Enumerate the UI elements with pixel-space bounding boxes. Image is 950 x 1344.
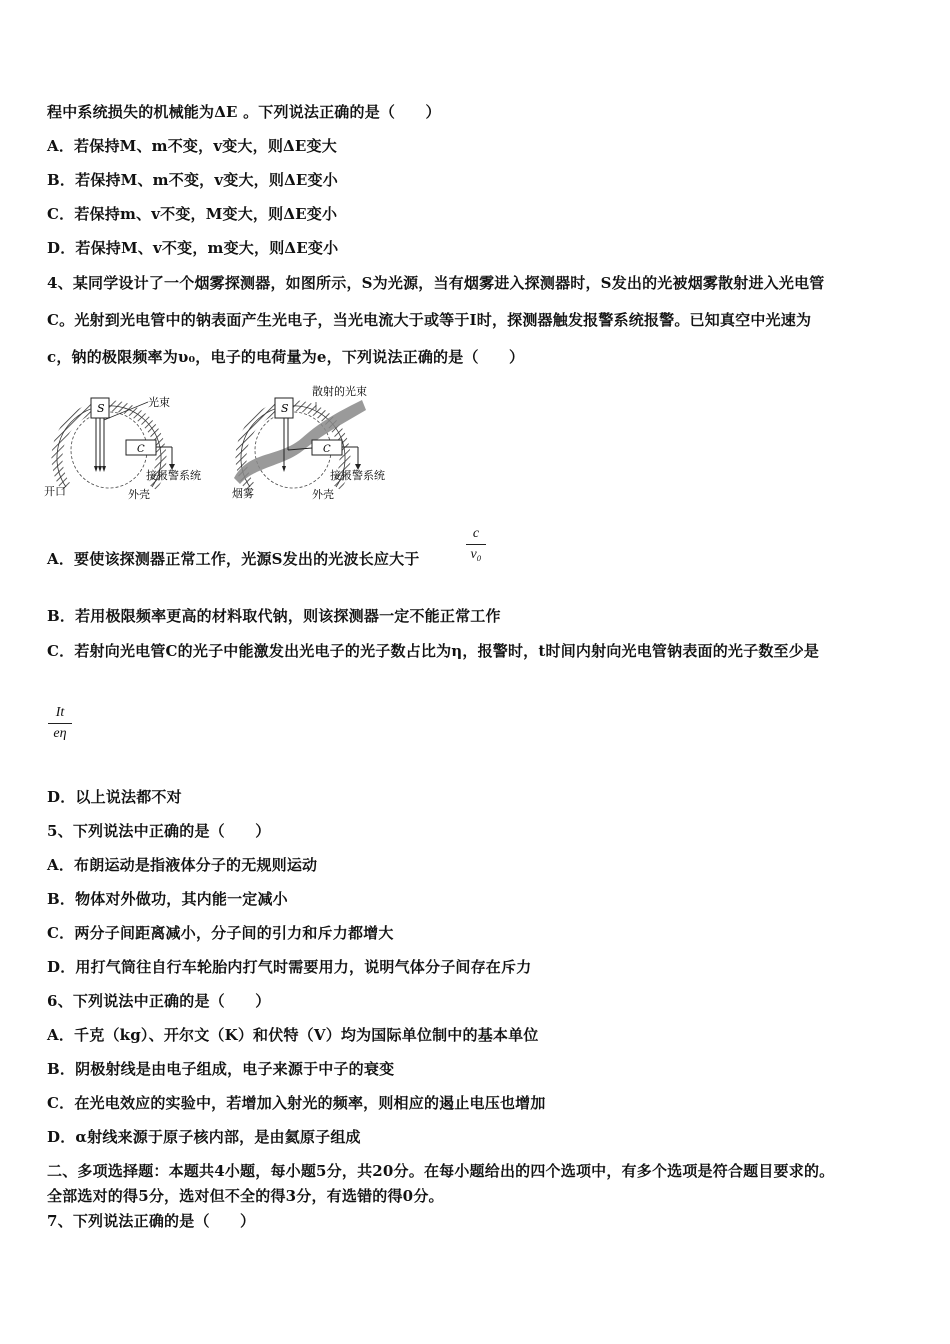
question-7-stem: 7、下列说法正确的是（ ） <box>47 1212 256 1230</box>
fraction-denominator: eη <box>53 726 67 741</box>
detector-left <box>44 395 201 501</box>
fraction-it-over-eeta <box>47 703 73 744</box>
option-a: A．若保持M、m不变，v变大，则ΔE变大 <box>47 137 337 155</box>
option-c: C．若保持m、v不变，M变大，则ΔE变小 <box>47 205 338 223</box>
smoke-label: 烟雾 <box>232 487 254 500</box>
option-c: C．在光电效应的实验中，若增加入射光的频率，则相应的遏止电压也增加 <box>47 1094 546 1112</box>
question-4-stem: C。光射到光电管中的钠表面产生光电子，当光电流大于或等于I时，探测器触发报警系统报警。已知真空中光速为 <box>47 311 812 329</box>
fraction-numerator: c <box>472 526 480 541</box>
option-a: A．布朗运动是指液体分子的无规则运动 <box>47 856 318 874</box>
scattered-beam-label: 散射的光束 <box>312 385 367 398</box>
option-d: D．以上说法都不对 <box>47 788 182 806</box>
question-6-stem: 6、下列说法中正确的是（ ） <box>47 992 271 1010</box>
tube-right-label: C <box>323 444 331 455</box>
section-heading: 全部选对的得5分，选对但不全的得3分，有选错的得0分。 <box>47 1187 444 1205</box>
light-beam-label: 光束 <box>148 396 170 409</box>
alarm-right-label: 接报警系统 <box>330 469 385 482</box>
source-right-label: S <box>281 402 289 415</box>
question-5-stem: 5、下列说法中正确的是（ ） <box>47 822 271 840</box>
option-c: C．两分子间距离减小，分子间的引力和斥力都增大 <box>47 924 394 942</box>
option-d: D．用打气筒往自行车轮胎内打气时需要用力，说明气体分子间存在斥力 <box>47 958 532 976</box>
text-line: 程中系统损失的机械能为ΔE 。下列说法正确的是（ ） <box>47 103 441 121</box>
option-a: A．千克（kg）、开尔文（K）和伏特（V）均为国际单位制中的基本单位 <box>47 1026 539 1044</box>
option-b: B．若用极限频率更高的材料取代钠，则该探测器一定不能正常工作 <box>47 607 501 625</box>
fraction-denominator: v₀ <box>470 547 482 562</box>
fraction-c-over-v0 <box>465 524 487 565</box>
smoke-detector-figure <box>44 380 404 505</box>
source-left-label: S <box>97 402 105 415</box>
detector-right <box>232 384 385 501</box>
option-b: B．物体对外做功，其内能一定减小 <box>47 890 288 908</box>
option-b: B．阴极射线是由电子组成，电子来源于中子的衰变 <box>47 1060 395 1078</box>
tube-left-label: C <box>137 444 145 455</box>
fraction-numerator: It <box>55 705 65 720</box>
question-4-stem: 4、某同学设计了一个烟雾探测器，如图所示，S为光源，当有烟雾进入探测器时，S发出的光被烟雾散射进入光电管 <box>47 274 825 292</box>
option-c: C．若射向光电管C的光子中能激发出光电子的光子数占比为η，报警时，t时间内射向光电管钠表面的光子数至少是 <box>47 642 820 660</box>
opening-label: 开口 <box>44 485 66 498</box>
option-d: D．α射线来源于原子核内部，是由氦原子组成 <box>47 1128 361 1146</box>
option-d: D．若保持M、v不变，m变大，则ΔE变小 <box>47 239 339 257</box>
section-heading: 二、多项选择题：本题共4小题，每小题5分，共20分。在每小题给出的四个选项中，有多个选项是符合题目要求的。 <box>47 1162 835 1180</box>
shell-left-label: 外壳 <box>128 488 150 501</box>
alarm-left-label: 接报警系统 <box>146 469 201 482</box>
question-4-stem: c，钠的极限频率为υ₀，电子的电荷量为e，下列说法正确的是（ ） <box>47 348 525 366</box>
option-a: A．要使该探测器正常工作，光源S发出的光波长应大于 <box>47 550 420 568</box>
shell-right-label: 外壳 <box>312 488 334 501</box>
option-b: B．若保持M、m不变，v变大，则ΔE变小 <box>47 171 338 189</box>
